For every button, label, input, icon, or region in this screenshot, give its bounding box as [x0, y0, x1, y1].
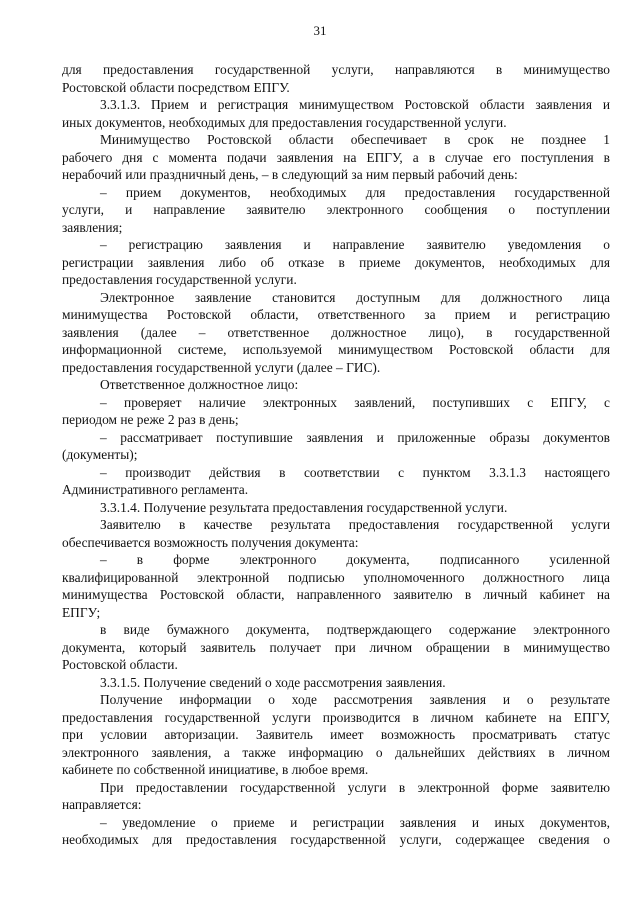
text-line: периодом не реже 2 раз в день; — [62, 412, 239, 427]
text-line: (документы); — [62, 447, 138, 462]
text-line: предоставления государственной услуги (далее – ГИС). — [62, 359, 381, 375]
text-line: Ответственное должностное лицо: — [100, 377, 299, 392]
text-line: Минимущество Ростовской области обеспечивает в срок не позднее 1 — [100, 132, 610, 147]
list-item: – регистрацию заявления и направление заявителю уведомления о — [100, 237, 610, 252]
page-number: 31 — [313, 23, 327, 38]
text-line: обеспечивается возможность получения документа: — [62, 534, 359, 550]
text-line: предоставления государственной услуги производится в личном кабинете на ЕПГУ, — [62, 709, 610, 725]
document-body — [62, 61, 610, 849]
list-item: – рассматривает поступившие заявления и приложенные образы документов — [100, 429, 610, 445]
section-heading: 3.3.1.4. Получение результата предоставления государственной услуги. — [100, 499, 508, 515]
text-line: Заявителю в качестве результата предоставления государственной услуги — [100, 517, 610, 532]
list-item: – проверяет наличие электронных заявлений, поступивших с ЕПГУ, с — [100, 394, 610, 410]
text-line: предоставления государственной услуги. — [62, 272, 297, 287]
text-line: минимущества Ростовской области, направленного заявителю в личный кабинет на — [62, 587, 610, 602]
list-item: в виде бумажного документа, подтверждающего содержание электронного — [100, 622, 610, 637]
text-line: электронного заявления, а также информацию о дальнейших действиях в личном — [62, 744, 610, 760]
text-line: Электронное заявление становится доступным для должностного лица — [100, 289, 610, 305]
text-line: информационной системе, используемой минимуществом Ростовской области для — [62, 342, 610, 357]
list-item: – производит действия в соответствии с пунктом 3.3.1.3 настоящего — [100, 464, 610, 480]
text-line: иных документов, необходимых для предоставления государственной услуги. — [62, 114, 507, 130]
text-line: документа, который заявитель получает при личном обращении в минимущество — [62, 639, 610, 655]
text-line: заявления; — [62, 219, 123, 235]
text-line: услуги, и направление заявителю электронного сообщения о поступлении — [62, 202, 610, 217]
text-line: рабочего дня с момента подачи заявления на ЕПГУ, а в случае его поступления в — [62, 149, 610, 165]
text-line: Административного регламента. — [62, 482, 249, 497]
section-heading: 3.3.1.3. Прием и регистрация минимуществом Ростовской области заявления и — [100, 97, 610, 112]
list-item: – уведомление о приеме и регистрации заявления и иных документов, — [100, 814, 610, 830]
text-line: нерабочий или праздничный день, – в следующий за ним первый рабочий день: — [62, 167, 518, 182]
text-line: квалифицированной электронной подписью уполномоченного должностного лица — [62, 569, 610, 585]
list-item: – прием документов, необходимых для предоставления государственной — [100, 184, 610, 200]
list-item: – в форме электронного документа, подписанного усиленной — [100, 552, 610, 567]
text-line: заявления (далее – ответственное должностное лицо), в государственной — [62, 324, 610, 340]
section-heading: 3.3.1.5. Получение сведений о ходе рассмотрения заявления. — [100, 674, 446, 690]
text-line: Ростовской области. — [62, 657, 178, 672]
text-line: При предоставлении государственной услуги в электронной форме заявителю — [100, 779, 610, 795]
text-line: ЕПГУ; — [62, 604, 101, 620]
text-line: необходимых для предоставления государственной услуги, содержащее сведения о — [62, 832, 610, 847]
text-line: Ростовской области посредством ЕПГУ. — [62, 79, 290, 95]
text-line: направляется: — [62, 797, 142, 812]
text-line: при условии авторизации. Заявитель имеет возможность просматривать статус — [62, 727, 610, 742]
text-line: для предоставления государственной услуги, направляются в минимущество — [62, 62, 610, 77]
text-line: Получение информации о ходе рассмотрения заявления и о результате — [100, 692, 610, 707]
text-line: минимущества Ростовской области, ответственного за прием и регистрацию — [62, 307, 610, 322]
text-line: кабинете по собственной инициативе, в любое время. — [62, 762, 369, 777]
text-line: регистрации заявления либо об отказе в приеме документов, необходимых для — [62, 254, 610, 270]
